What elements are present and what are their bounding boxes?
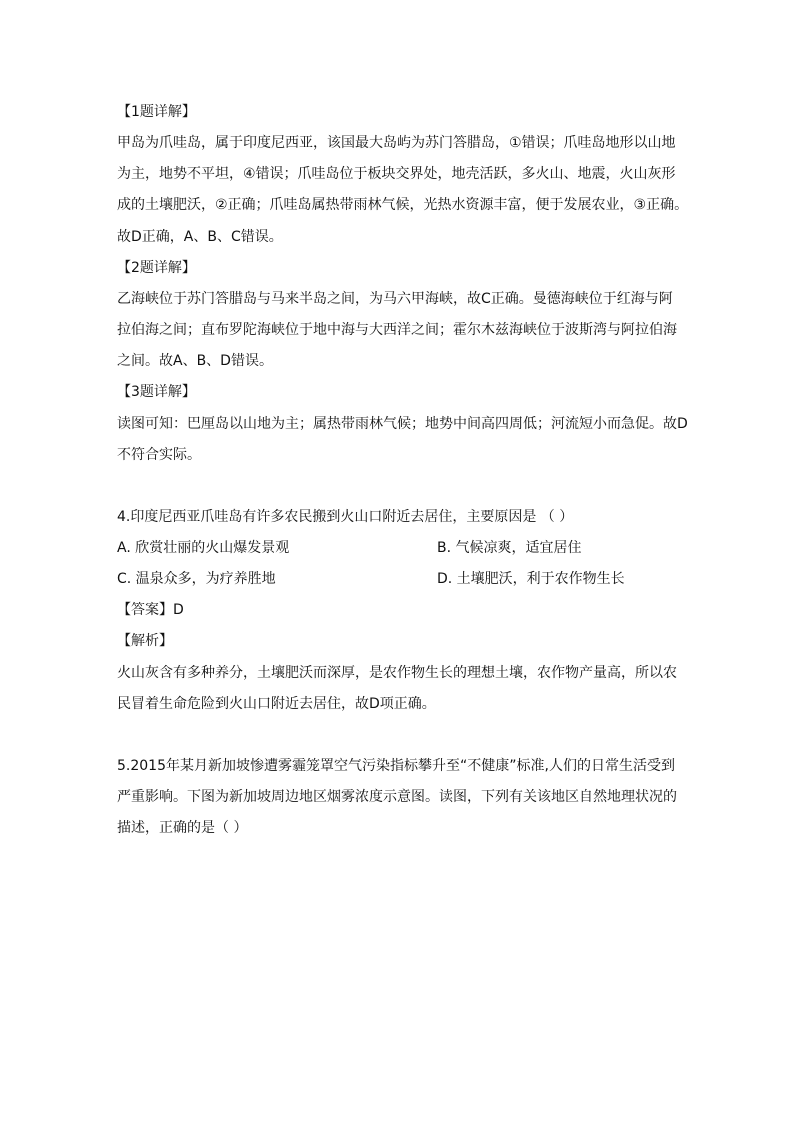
q1-header: 【1题详解】 xyxy=(117,104,196,120)
q4-option-c: C. 温泉众多，为疗养胜地 xyxy=(117,571,276,587)
q2-line: 拉伯海之间；直布罗陀海峡位于地中海与大西洋之间；霍尔木兹海峡位于波斯湾与阿拉伯海 xyxy=(117,322,677,338)
q5-line: 5.2015年某月新加坡惨遭雾霾笼罩空气污染指标攀升至“不健康”标准,人们的日常生活受到 xyxy=(117,758,675,774)
q4-stem: 4.印度尼西亚爪哇岛有许多农民搬到火山口附近去居住，主要原因是 （ ） xyxy=(117,509,574,525)
q4-analysis-line: 火山灰含有多种养分，土壤肥沃而深厚，是农作物生长的理想土壤，农作物产量高，所以农 xyxy=(117,665,677,681)
q4-option-b: B. 气候凉爽，适宜居住 xyxy=(437,540,582,556)
q3-line: 读图可知：巴厘岛以山地为主；属热带雨林气候；地势中间高四周低；河流短小而急促。故D xyxy=(117,416,688,432)
q3-line: 不符合实际。 xyxy=(117,447,201,463)
q2-header: 【2题详解】 xyxy=(117,260,196,276)
q4-analysis-header: 【解析】 xyxy=(117,633,173,649)
q1-line: 为主，地势不平坦，④错误；爪哇岛位于板块交界处，地壳活跃，多火山、地震，火山灰形 xyxy=(117,166,676,182)
q4-option-a: A. 欣赏壮丽的火山爆发景观 xyxy=(117,540,290,556)
q3-header: 【3题详解】 xyxy=(117,384,196,400)
q5-line: 描述，正确的是（ ） xyxy=(117,820,248,836)
q2-line: 乙海峡位于苏门答腊岛与马来半岛之间，为马六甲海峡，故C正确。曼德海峡位于红海与阿 xyxy=(117,291,673,307)
q4-option-d: D. 土壤肥沃，利于农作物生长 xyxy=(437,571,625,587)
q2-line: 之间。故A、B、D错误。 xyxy=(117,353,273,369)
q5-line: 严重影响。下图为新加坡周边地区烟雾浓度示意图。读图，下列有关该地区自然地理状况的 xyxy=(117,789,677,805)
q1-line: 成的土壤肥沃，②正确；爪哇岛属热带雨林气候，光热水资源丰富，便于发展农业，③正确。 xyxy=(117,197,689,213)
q1-line: 故D正确，A、B、C错误。 xyxy=(117,229,283,245)
q4-analysis-line: 民冒着生命危险到火山口附近去居住，故D项正确。 xyxy=(117,696,436,712)
q1-line: 甲岛为爪哇岛，属于印度尼西亚，该国最大岛屿为苏门答腊岛，①错误；爪哇岛地形以山地 xyxy=(117,135,676,151)
q4-answer: 【答案】D xyxy=(117,602,184,618)
